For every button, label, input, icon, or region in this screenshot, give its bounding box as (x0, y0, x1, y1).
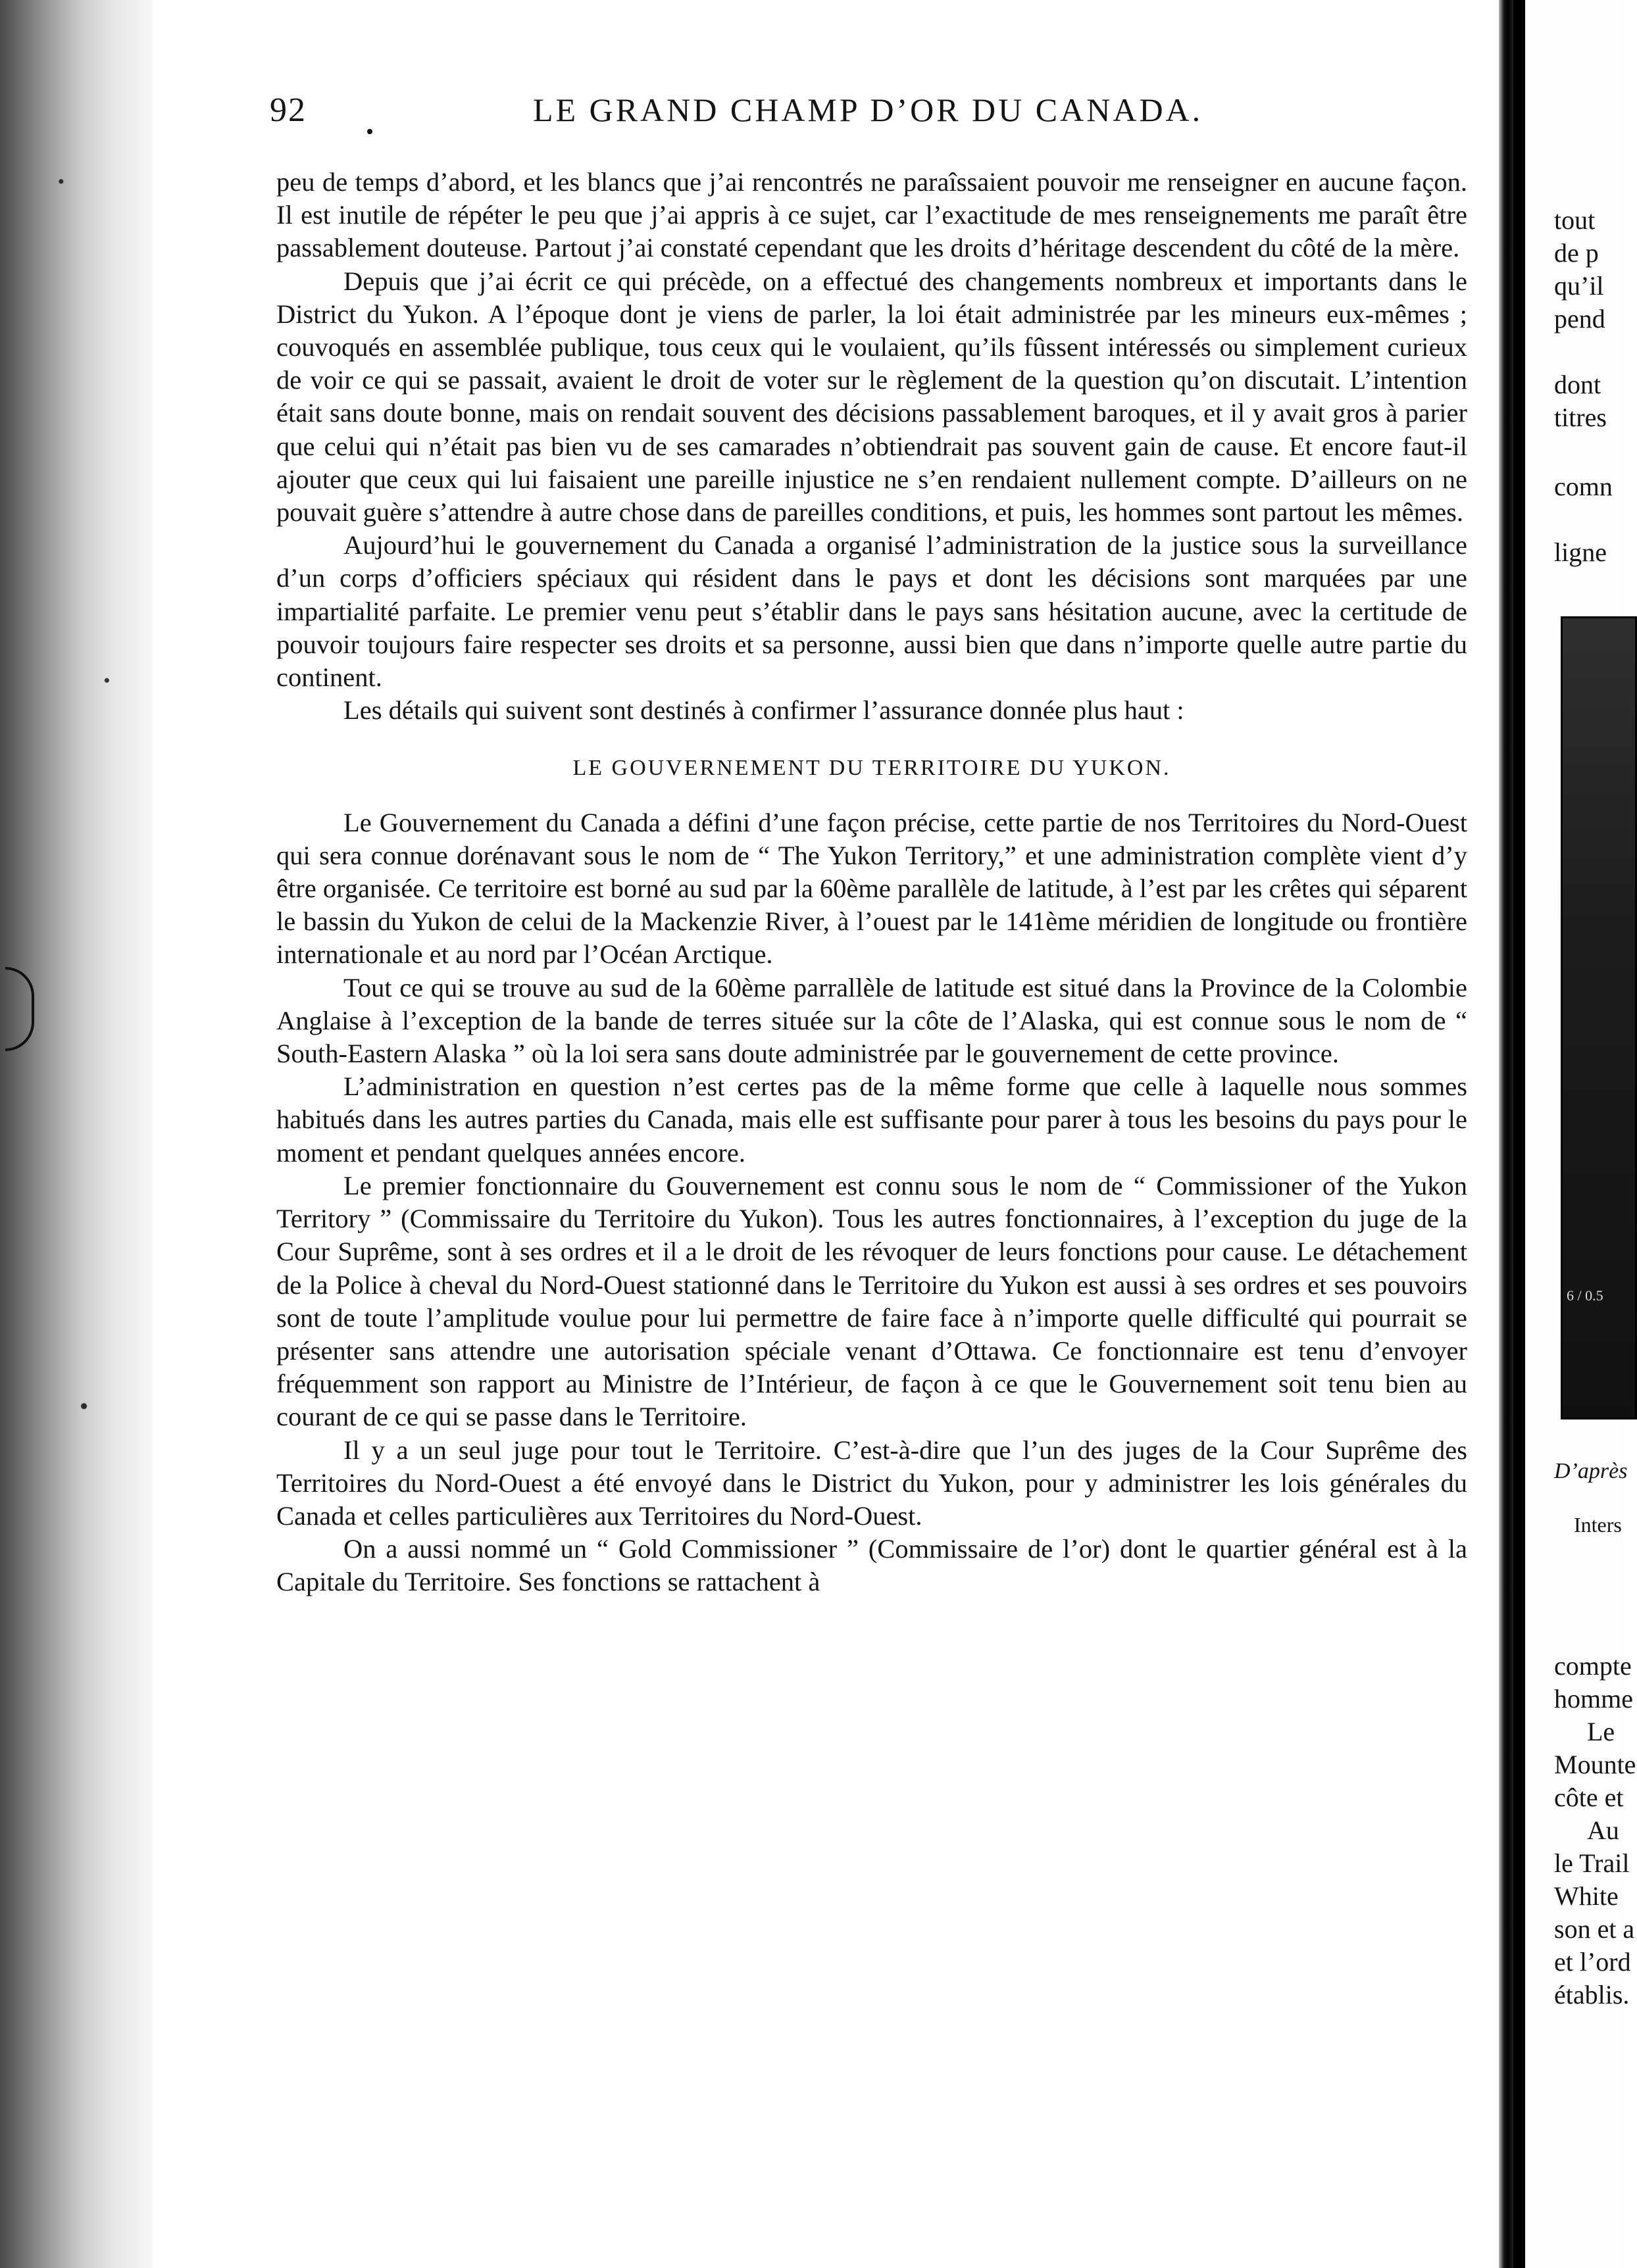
facing-page-edge (1513, 0, 1525, 2268)
running-head (270, 91, 1467, 137)
facing-photograph (1561, 616, 1637, 1419)
paragraph: On a aussi nommé un “ Gold Commissioner ” (Commissaire de l’or) dont le quartier général est à la Capitale du Territoire. Ses fonctions se rattachent à (276, 1534, 1467, 1597)
paragraph: Le Gouvernement du Canada a défini d’une façon précise, cette partie de nos Territoires du Nord-Ouest qui sera connue dorénavant sous le nom de “ The Yukon Territory,” et une administration complète vient d’y être organisée. Ce territoire est borné au sud par la 60ème parallèle de latitude, à l’est par les crêtes qui séparent le bassin du Yukon de celui de la Mackenzie River, à l’ouest par le 141ème méridien de longitude ou frontière internationale et au nord par l’Océan Arctique. (276, 807, 1467, 970)
facing-line: compte (1554, 1651, 1632, 1681)
ink-dot (367, 129, 372, 134)
running-title: LE GRAND CHAMP D’OR DU CANADA. (533, 91, 1203, 128)
facing-line: le Trail (1554, 1848, 1630, 1878)
facing-caption: D’après (1554, 1459, 1628, 1483)
scan-binding-shadow (0, 0, 153, 2268)
facing-line: titres (1554, 403, 1607, 432)
facing-line: établis. (1554, 1980, 1630, 2009)
facing-caption-sub: Inters (1574, 1513, 1622, 1537)
paragraph: Les détails qui suivent sont destinés à confirmer l’assurance donnée plus haut : (343, 695, 1184, 726)
facing-line: son et a (1554, 1914, 1635, 1944)
binding-mark (5, 967, 34, 1051)
facing-line: qu’il (1554, 271, 1604, 301)
facing-line: homme (1554, 1684, 1633, 1713)
body-text (276, 166, 1467, 1599)
facing-line: côte et (1554, 1783, 1624, 1812)
facing-page-fragment (1513, 0, 1636, 2268)
page-gutter (1499, 0, 1513, 2268)
facing-line: Au (1587, 1815, 1619, 1845)
page-main (270, 0, 1467, 2268)
paragraph: Tout ce qui se trouve au sud de la 60ème parrallèle de latitude est situé dans la Province de la Colombie Anglaise à l’exception de la bande de terres située sur la côte de l’Alaska, qui est connue sous le nom de “ South-Eastern Alaska ” où la loi sera sans doute administrée par le gouvernement de cette province. (276, 972, 1467, 1069)
photo-label: 6 / 0.5 (1567, 1287, 1603, 1304)
facing-line: ligne (1554, 537, 1607, 567)
facing-line: White (1554, 1881, 1619, 1911)
facing-line: Le (1587, 1717, 1615, 1746)
paragraph: L’administration en question n’est certes pas de la même forme que celle à laquelle nous sommes habitués dans les autres parties du Canada, mais elle est suffisante pour parer à tous les besoins du pays pour le moment et pendant quelques années encore. (276, 1072, 1467, 1168)
facing-line: tout (1554, 205, 1596, 235)
facing-line: comn (1554, 472, 1613, 501)
facing-line: pend (1554, 304, 1605, 333)
section-heading: LE GOUVERNEMENT DU TERRITOIRE DU YUKON. (572, 756, 1171, 781)
paragraph: Il y a un seul juge pour tout le Territoire. C’est-à-dire que l’un des juges de la Cour Suprême des Territoires du Nord-Ouest a été envoyé dans le District du Yukon, pour y administrer les lois générales du Canada et celles particulières aux Territoires du Nord-Ouest. (276, 1435, 1467, 1531)
facing-line: et l’ord (1554, 1947, 1631, 1977)
facing-line: de p (1554, 238, 1599, 268)
paragraph: Depuis que j’ai écrit ce qui précède, on a effectué des changements nombreux et importants dans le District du Yukon. A l’époque dont je viens de parler, la loi était administrée par les mineurs eux-mêmes ; couvoqués en assemblée publique, tous ceux qui le voulaient, qu’ils fûssent intéressés ou simplement curieux de voir ce qui se passait, avaient le droit de voter sur le règlement de la question qu’on discutait. L’intention était sans doute bonne, mais on rendait souvent des décisions passablement baroques, et il y avait gros à parier que celui qui n’était pas bien vu de ses camarades n’obtiendrait pas souvent gain de cause. Et encore faut-il ajouter que ceux qui lui faisaient une pareille injustice ne s’en rendaient nullement compte. D’ailleurs on ne pouvait guère s’attendre à autre chose dans de pareilles conditions, et puis, les hommes sont partout les mêmes. (276, 266, 1467, 528)
paragraph: Aujourd’hui le gouvernement du Canada a organisé l’administration de la justice sous la surveillance d’un corps d’officiers spéciaux qui résident dans le pays et dont les décisions sont marquées par une impartialité parfaite. Le premier venu peut s’établir dans le pays sans hésitation aucune, avec la certitude de pouvoir toujours faire respecter ses droits et sa personne, aussi bien que dans n’importe quelle autre partie du continent. (276, 530, 1467, 693)
paragraph-continued: peu de temps d’abord, et les blancs que j’ai rencontrés ne paraîssaient pouvoir me renseigner en aucune façon. Il est inutile de répéter le peu que j’ai appris à ce sujet, car l’exactitude de mes renseignements me paraît être passablement douteuse. Partout j’ai constaté cependant que les droits d’héritage descendent du côté de la mère. (276, 167, 1467, 263)
page-number: 92 (270, 91, 307, 129)
paragraph: Le premier fonctionnaire du Gouvernement est connu sous le nom de “ Commissioner of the Yukon Territory ” (Commissaire du Territoire du Yukon). Tous les autres fonctionnaires, à l’exception du juge de la Cour Suprême, sont à ses ordres et il a le droit de les révoquer de leurs fonctions pour cause. Le détachement de la Police à cheval du Nord-Ouest stationné dans le Territoire du Yukon est aussi à ses ordres et ses pouvoirs sont de toute l’amplitude voulue pour lui permettre de faire face à n’importe quelle difficulté qui pourrait se présenter sans attendre une autorisation spéciale venant d’Ottawa. Ce fonctionnaire est tenu d’envoyer fréquemment son rapport au Ministre de l’Intérieur, de façon à ce que le Gouvernement soit tenu bien au courant de ce qui se passe dans le Territoire. (276, 1170, 1467, 1432)
facing-line: dont (1554, 370, 1601, 399)
facing-line: Mounte (1554, 1750, 1636, 1779)
